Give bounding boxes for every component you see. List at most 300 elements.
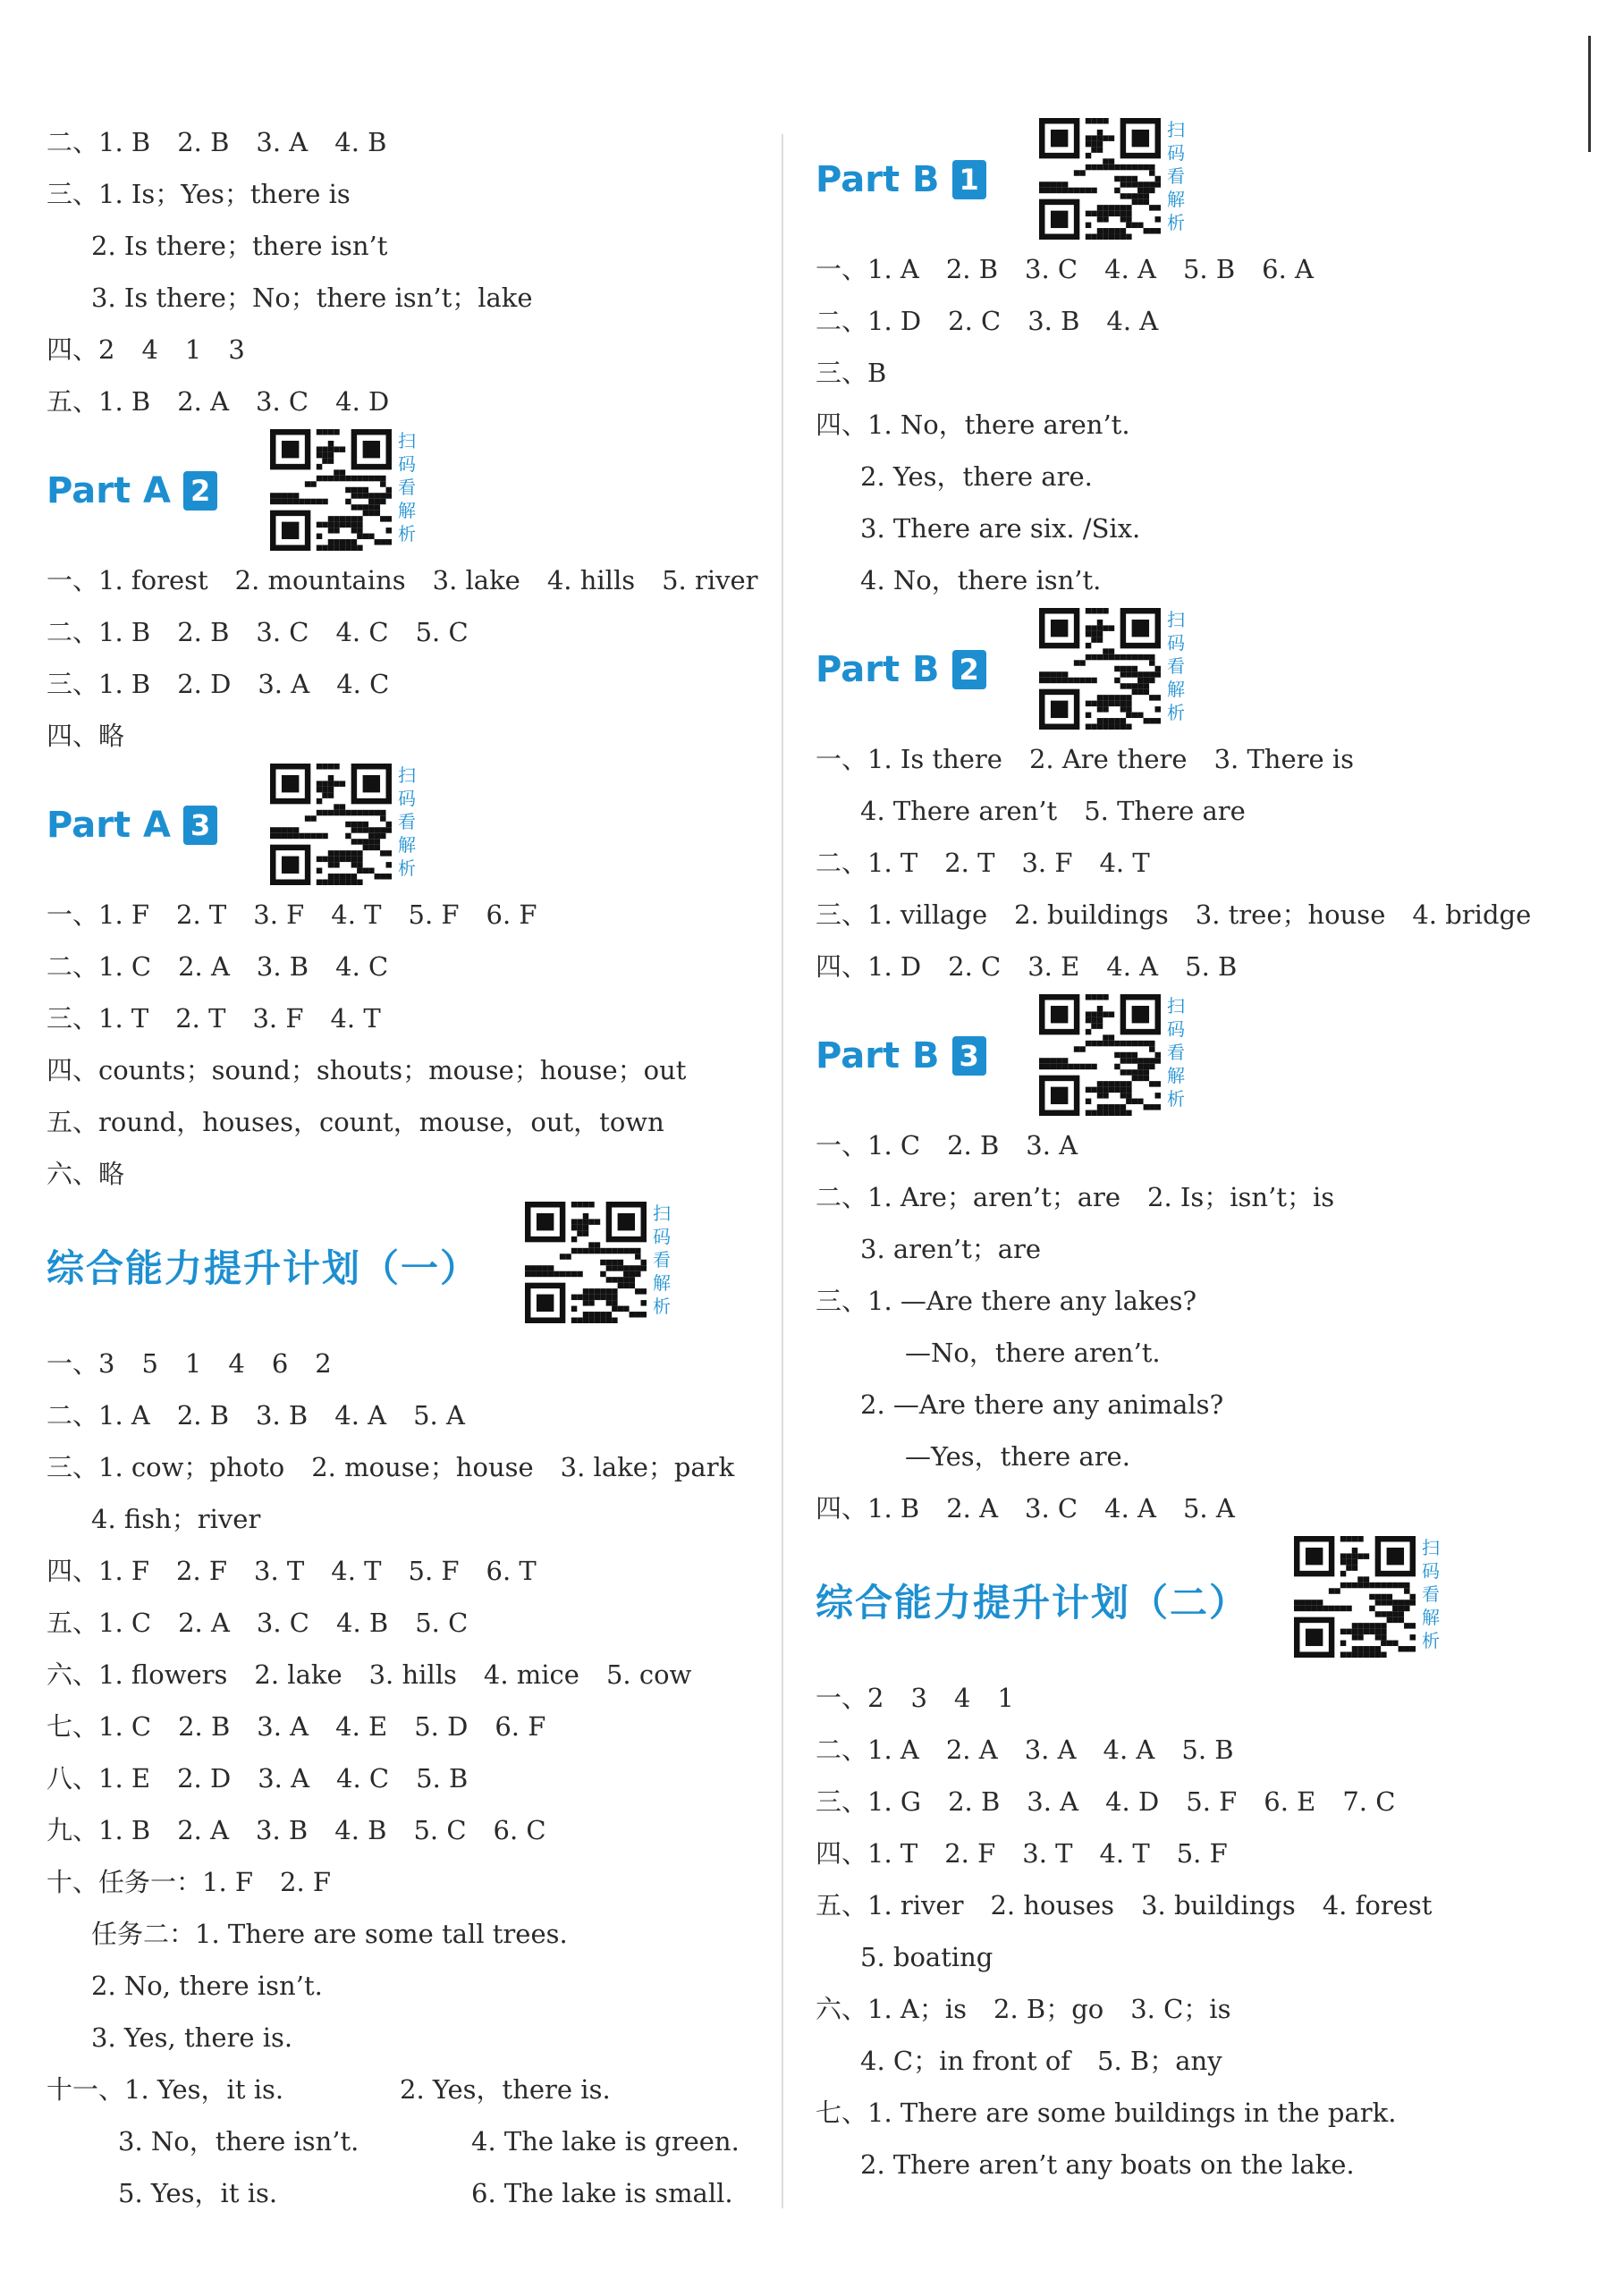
answer-item: 2. T xyxy=(175,1003,226,1034)
answer-line xyxy=(47,1338,753,1389)
left-column xyxy=(47,116,758,2219)
qr-caption-char: 扫 xyxy=(1167,119,1185,140)
answer-line xyxy=(47,116,753,168)
answer-item: 3. C xyxy=(1025,254,1078,284)
section-header xyxy=(816,1534,1558,1672)
answer-line xyxy=(47,1908,753,1960)
answer-line xyxy=(47,168,753,220)
answer-item: 4 xyxy=(141,334,158,365)
answer-line xyxy=(816,1983,1558,2035)
qr-code-icon[interactable] xyxy=(525,1202,647,1323)
qr-caption-char: 看 xyxy=(398,811,416,832)
qr-caption-char: 看 xyxy=(653,1249,671,1270)
answer-line xyxy=(47,1096,753,1148)
answer-item: 3. tree；house xyxy=(1195,899,1386,930)
answer-item: 4. C xyxy=(335,617,389,647)
answer-item: 4. E xyxy=(335,1711,388,1742)
answer-item: 4. C；in front of xyxy=(860,2046,1071,2076)
answer-line xyxy=(47,710,753,762)
answer-line xyxy=(816,554,1558,606)
answer-line xyxy=(816,1379,1558,1431)
answer-item: 3. T xyxy=(254,1556,305,1586)
qr-code-icon[interactable] xyxy=(270,429,392,551)
answer-item: 2. B；go xyxy=(993,1994,1104,2024)
answer-item: 5. river xyxy=(662,565,758,595)
answer-item: 6. F xyxy=(495,1711,546,1742)
section-title xyxy=(47,803,217,848)
answer-item: 三、B xyxy=(816,358,887,388)
qr-caption-char: 解 xyxy=(653,1272,671,1294)
answer-line xyxy=(816,295,1558,347)
answer-item: 5. F xyxy=(1176,1838,1228,1869)
answer-line xyxy=(816,733,1558,785)
answer-item: 6 xyxy=(271,1348,289,1379)
answer-item: 2. B xyxy=(177,127,230,157)
qr-caption-char: 看 xyxy=(1167,165,1185,187)
answer-item: 4. A xyxy=(1104,1493,1156,1524)
section-title-text: Part A xyxy=(47,805,171,846)
answer-item: 2. Yes，there are. xyxy=(860,461,1093,492)
answer-line xyxy=(816,399,1558,451)
answer-item: 4. T xyxy=(331,899,382,930)
answer-item: 一、3 xyxy=(47,1348,115,1379)
answer-item: 4. bridge xyxy=(1412,899,1532,930)
answer-item: 2. C xyxy=(948,951,1002,982)
answer-item: 四、1. D xyxy=(816,951,922,982)
answer-item: 2. —Are there any animals? xyxy=(860,1389,1224,1420)
qr-caption-char: 析 xyxy=(1167,702,1185,723)
answer-item: 1 xyxy=(184,334,202,365)
answer-line xyxy=(47,376,753,427)
answer-line xyxy=(816,1275,1558,1327)
answer-item: 六、1. flowers xyxy=(47,1659,228,1690)
answer-item: 五、1. B xyxy=(47,386,151,417)
answer-line xyxy=(816,243,1558,295)
answer-line xyxy=(47,1044,753,1096)
answer-item: 3. aren’t；are xyxy=(860,1234,1042,1264)
answer-line xyxy=(47,1752,753,1804)
answer-line xyxy=(816,451,1558,502)
answer-item: 2. T xyxy=(944,848,995,878)
answer-item: 十一、1. Yes，it is. xyxy=(47,2074,284,2105)
answer-item: 5. B xyxy=(1181,1735,1234,1765)
answer-item: 2. F xyxy=(944,1838,996,1869)
answer-item: 一、1. A xyxy=(816,254,919,284)
answer-item: 1 xyxy=(997,1683,1014,1713)
answer-item: —No，there aren’t. xyxy=(905,1338,1161,1368)
section-title xyxy=(816,647,986,692)
answer-line xyxy=(47,1389,753,1441)
answer-item: 2. A xyxy=(945,1735,998,1765)
answer-item: 3. B xyxy=(256,1815,309,1845)
answer-item: 4. T xyxy=(331,1556,382,1586)
section-header xyxy=(47,427,753,554)
answer-item: 5 xyxy=(141,1348,158,1379)
answer-item: 3. B xyxy=(256,951,309,982)
answer-item: 3. There is xyxy=(1213,744,1355,774)
section-title-text: 综合能力提升计划（二） xyxy=(816,1581,1249,1625)
section-header xyxy=(816,992,1558,1119)
answer-item: 4. A xyxy=(1106,951,1159,982)
answer-item: 4. T xyxy=(1099,848,1150,878)
qr-caption-char: 析 xyxy=(398,857,416,879)
answer-item: 1 xyxy=(184,1348,202,1379)
answer-item: 4. C xyxy=(336,669,390,699)
answer-item: 六、1. A；is xyxy=(816,1994,967,2024)
answer-item: 2. B xyxy=(948,1786,1001,1817)
answer-item: 一、1. F xyxy=(47,899,150,930)
answer-item: 4. A xyxy=(1103,1735,1155,1765)
answer-item: 5. B；any xyxy=(1097,2046,1222,2076)
answer-item: 3. A xyxy=(1024,1735,1077,1765)
answer-item: 五、round，houses，count，mouse，out，town xyxy=(47,1107,664,1137)
right-column xyxy=(816,116,1558,2190)
qr-caption xyxy=(395,764,419,880)
answer-item: 4. forest xyxy=(1322,1890,1433,1920)
answer-item: 2. A xyxy=(178,951,230,982)
section-header xyxy=(816,606,1558,733)
answer-item: 4. hills xyxy=(546,565,636,595)
answer-line xyxy=(816,1879,1558,1931)
answer-item: 6. T xyxy=(486,1556,537,1586)
answer-item: 2. lake xyxy=(254,1659,342,1690)
answer-line xyxy=(47,1804,753,1856)
answer-line xyxy=(47,2012,753,2064)
answer-item: 5. A xyxy=(413,1400,465,1431)
answer-line xyxy=(816,837,1558,889)
qr-caption-char: 解 xyxy=(1167,189,1185,210)
answer-item: 2. B xyxy=(176,1400,230,1431)
answer-item: 四、1. No，there aren’t. xyxy=(816,409,1130,440)
answer-line xyxy=(47,554,758,606)
answer-item: 6. F xyxy=(486,899,537,930)
qr-caption-char: 扫 xyxy=(398,764,416,786)
answer-item: 2. B xyxy=(947,1130,1000,1161)
answer-line xyxy=(47,992,753,1044)
answer-item: —Yes，there are. xyxy=(905,1441,1130,1472)
qr-code-icon[interactable] xyxy=(1294,1536,1416,1658)
answer-item: 6. A xyxy=(1262,254,1315,284)
answer-line xyxy=(47,1701,753,1752)
answer-line xyxy=(47,1960,753,2012)
answer-line xyxy=(816,1431,1558,1482)
answer-item: 二、1. Are；aren’t；are xyxy=(816,1182,1121,1212)
page-edge-mark xyxy=(1588,36,1591,152)
answer-item: 2. D xyxy=(177,1763,232,1794)
answer-item: 四、counts；sound；shouts；mouse；house；out xyxy=(47,1055,687,1085)
answer-item: 2. Are there xyxy=(1028,744,1188,774)
answer-item: 七、1. C xyxy=(47,1711,152,1742)
qr-caption-char: 码 xyxy=(653,1226,671,1247)
answer-line xyxy=(816,1171,1558,1223)
qr-caption xyxy=(650,1202,673,1318)
answer-item: 3. lake；park xyxy=(560,1452,735,1482)
section-title xyxy=(816,1034,986,1078)
answer-item: 5. F xyxy=(1186,1786,1238,1817)
answer-item: 二、1. C xyxy=(47,951,152,982)
answer-item: 2. B xyxy=(945,254,999,284)
section-title xyxy=(816,1581,1248,1625)
answer-item: 5. boating xyxy=(860,1942,993,1972)
qr-code-icon[interactable] xyxy=(1039,118,1161,240)
answer-item: 4. C xyxy=(335,951,389,982)
answer-line xyxy=(816,347,1558,399)
answer-item: 五、1. C xyxy=(47,1608,152,1638)
answer-item: 4. fish；river xyxy=(91,1504,261,1534)
answer-item: 5. There are xyxy=(1084,796,1246,826)
answer-item: 一、1. C xyxy=(816,1130,921,1161)
answer-item: 3. A xyxy=(258,1763,310,1794)
answer-item: 4. T xyxy=(330,1003,381,1034)
answer-item: 3. There are six. /Six. xyxy=(860,513,1141,544)
answer-item: 九、1. B xyxy=(47,1815,151,1845)
qr-caption xyxy=(395,429,419,545)
answer-item: 三、1. B xyxy=(47,669,151,699)
answer-item: 2. mountains xyxy=(234,565,406,595)
answer-item: 一、2 xyxy=(816,1683,884,1713)
column-divider xyxy=(782,134,783,2208)
answer-item: 二、1. A xyxy=(47,1400,150,1431)
answer-item: 2. B xyxy=(178,1711,231,1742)
qr-caption-char: 解 xyxy=(398,500,416,521)
answer-item: 3. A xyxy=(1026,1130,1078,1161)
answer-line xyxy=(47,220,753,272)
answer-item: 4. B xyxy=(334,1815,387,1845)
answer-item: 四、1. T xyxy=(816,1838,918,1869)
answer-item: 七、1. There are some buildings in the park. xyxy=(816,2098,1397,2128)
qr-caption xyxy=(1164,118,1188,234)
answer-line xyxy=(816,1327,1558,1379)
qr-caption-char: 扫 xyxy=(398,430,416,452)
answer-item: 3. E xyxy=(1027,951,1080,982)
answer-item: 7. C xyxy=(1342,1786,1396,1817)
section-title-text: 综合能力提升计划（一） xyxy=(47,1246,480,1290)
qr-code-icon[interactable] xyxy=(1039,994,1161,1116)
answer-item: 2. A xyxy=(946,1493,999,1524)
answer-item: 2. A xyxy=(178,1608,230,1638)
answer-item: 二、1. D xyxy=(816,306,922,336)
answer-item: 6. The lake is small. xyxy=(471,2178,733,2208)
answer-line xyxy=(47,889,753,941)
answer-item: 3. C xyxy=(256,1608,309,1638)
qr-caption-char: 析 xyxy=(653,1296,671,1317)
answer-item: 3. A xyxy=(1027,1786,1079,1817)
answer-item: 三、1. cow；photo xyxy=(47,1452,285,1482)
answer-line xyxy=(47,1856,753,1908)
answer-line xyxy=(47,1649,753,1701)
qr-caption-char: 看 xyxy=(1167,1042,1185,1063)
answer-line xyxy=(47,324,753,376)
qr-caption-char: 扫 xyxy=(1167,609,1185,630)
answer-item: 3. lake xyxy=(432,565,520,595)
answer-item: 2. C xyxy=(948,306,1002,336)
answer-item: 四、2 xyxy=(47,334,115,365)
section-title-text: Part B xyxy=(816,649,940,690)
answer-line xyxy=(47,1441,753,1493)
answer-item: 4. A xyxy=(1104,254,1156,284)
answer-line xyxy=(816,1931,1558,1983)
qr-caption-char: 解 xyxy=(1422,1607,1440,1628)
qr-caption-char: 码 xyxy=(1167,632,1185,654)
section-title xyxy=(47,1246,479,1291)
answer-item: 3. B xyxy=(256,1400,309,1431)
section-header xyxy=(816,116,1558,243)
qr-caption-char: 看 xyxy=(1167,655,1185,677)
answer-line xyxy=(816,2087,1558,2139)
answer-item: 3. F xyxy=(252,1003,304,1034)
answer-line xyxy=(47,1148,753,1200)
answer-item: 3. A xyxy=(258,669,310,699)
section-title xyxy=(47,468,217,513)
answer-item: 4. D xyxy=(1105,1786,1160,1817)
answer-item: 任务二：1. There are some tall trees. xyxy=(91,1919,568,1949)
qr-caption-char: 看 xyxy=(1422,1583,1440,1605)
answer-item: 一、1. forest xyxy=(47,565,208,595)
answer-line xyxy=(816,1724,1558,1776)
answer-item: 3. C xyxy=(1025,1493,1078,1524)
qr-caption xyxy=(1164,994,1188,1110)
answer-item: 5. C xyxy=(415,1608,469,1638)
qr-caption-char: 看 xyxy=(398,477,416,498)
answer-line xyxy=(816,941,1558,992)
section-number-badge: 1 xyxy=(952,160,986,199)
answer-item: 5. B xyxy=(1185,951,1238,982)
answer-line xyxy=(47,272,753,324)
answer-item: 六、略 xyxy=(47,1159,125,1189)
answer-line xyxy=(816,1776,1558,1828)
answer-item: 3. T xyxy=(1022,1838,1073,1869)
answer-line xyxy=(47,606,753,658)
qr-code-icon[interactable] xyxy=(1039,608,1161,730)
answer-item: 6. E xyxy=(1264,1786,1316,1817)
answer-line xyxy=(47,2064,753,2115)
section-header xyxy=(47,1200,753,1338)
answer-item: 四、略 xyxy=(47,721,125,751)
answer-item: 三、1. T xyxy=(47,1003,149,1034)
answer-item: 2. Is there；there isn’t xyxy=(91,231,388,261)
answer-item: 2 xyxy=(315,1348,332,1379)
answer-item: 4. D xyxy=(335,386,390,417)
answer-item: 2. buildings xyxy=(1014,899,1169,930)
qr-caption-char: 析 xyxy=(1422,1630,1440,1651)
answer-item: 二、1. B xyxy=(47,617,151,647)
answer-item: 二、1. A xyxy=(816,1735,919,1765)
qr-caption-char: 析 xyxy=(398,523,416,544)
qr-caption xyxy=(1164,608,1188,724)
answer-item: 5. C xyxy=(413,1815,467,1845)
answer-item: 2. houses xyxy=(990,1890,1115,1920)
answer-item: 4. T xyxy=(1099,1838,1150,1869)
answer-item: 3. A xyxy=(257,1711,309,1742)
qr-caption-char: 码 xyxy=(398,453,416,475)
answer-line xyxy=(47,658,753,710)
answer-item: 5. Yes，it is. xyxy=(118,2178,278,2208)
answer-item: 5. B xyxy=(1182,254,1236,284)
answer-line xyxy=(816,1672,1558,1724)
answer-item: 4. A xyxy=(1106,306,1159,336)
answer-item: 4 xyxy=(228,1348,245,1379)
answer-item: 5. D xyxy=(414,1711,469,1742)
qr-caption-char: 码 xyxy=(398,788,416,809)
answer-item: 2. No, there isn’t. xyxy=(91,1971,323,2001)
answer-item: 2. There aren’t any boats on the lake. xyxy=(860,2149,1355,2180)
qr-caption-char: 码 xyxy=(1422,1560,1440,1582)
answer-line xyxy=(816,2139,1558,2190)
answer-item: 3. F xyxy=(253,899,305,930)
answer-item: 4. B xyxy=(336,1608,389,1638)
answer-item: 三、1. —Are there any lakes? xyxy=(816,1286,1197,1316)
answer-line xyxy=(47,941,753,992)
answer-line xyxy=(47,1493,753,1545)
section-number-badge: 2 xyxy=(183,471,217,511)
section-title-text: Part B xyxy=(816,159,940,200)
answer-line xyxy=(816,2035,1558,2087)
section-title xyxy=(816,157,986,202)
qr-caption-char: 码 xyxy=(1167,142,1185,164)
answer-item: 4. There aren’t xyxy=(860,796,1058,826)
answer-item: 3. C xyxy=(256,617,309,647)
answer-item: 3 xyxy=(228,334,245,365)
qr-caption-char: 扫 xyxy=(653,1203,671,1224)
section-number-badge: 2 xyxy=(952,650,986,689)
section-number-badge: 3 xyxy=(183,806,217,845)
answer-item: 5. C xyxy=(415,617,469,647)
answer-item: 2. B xyxy=(177,617,230,647)
answer-item: 2. F xyxy=(176,1556,228,1586)
answer-item: 4. C xyxy=(336,1763,390,1794)
section-header xyxy=(47,762,753,889)
qr-caption-char: 析 xyxy=(1167,212,1185,233)
answer-item: 3. buildings xyxy=(1141,1890,1296,1920)
answer-item: 三、1. village xyxy=(816,899,988,930)
answer-item: 5. cow xyxy=(605,1659,692,1690)
answer-line xyxy=(816,1119,1558,1171)
answer-item: 十、任务一：1. F xyxy=(47,1867,254,1897)
answer-item: 5. F xyxy=(408,1556,460,1586)
answer-item: 3. Is there；No；there isn’t；lake xyxy=(91,283,533,313)
answer-item: 3 xyxy=(910,1683,927,1713)
answer-item: 4. No，there isn’t. xyxy=(860,565,1102,595)
answer-item: 2. Yes，there is. xyxy=(400,2074,611,2105)
answer-item: 五、1. river xyxy=(816,1890,964,1920)
answer-item: 2. D xyxy=(177,669,232,699)
qr-caption-char: 解 xyxy=(398,834,416,856)
section-title-text: Part A xyxy=(47,470,171,511)
answer-item: 2. Is；isn’t；is xyxy=(1147,1182,1335,1212)
answer-item: 八、1. E xyxy=(47,1763,151,1794)
answer-item: 2. A xyxy=(177,386,230,417)
answer-item: 四、1. B xyxy=(816,1493,920,1524)
answer-line xyxy=(47,2115,753,2167)
qr-code-icon[interactable] xyxy=(270,764,392,885)
answer-line xyxy=(47,1597,753,1649)
answer-item: 2. T xyxy=(176,899,227,930)
answer-line xyxy=(816,1828,1558,1879)
qr-caption-char: 析 xyxy=(1167,1088,1185,1110)
answer-line xyxy=(816,785,1558,837)
answer-line xyxy=(47,2167,753,2219)
answer-item: 四、1. F xyxy=(47,1556,150,1586)
answer-item: 4. mice xyxy=(483,1659,579,1690)
answer-item: 5. B xyxy=(416,1763,469,1794)
section-number-badge: 3 xyxy=(952,1036,986,1076)
answer-line xyxy=(816,1223,1558,1275)
answer-item: 三、1. Is；Yes；there is xyxy=(47,179,351,209)
answer-line xyxy=(47,1545,753,1597)
answer-item: 3. C xyxy=(256,386,309,417)
answer-item: 3. hills xyxy=(368,1659,457,1690)
answer-item: 二、1. T xyxy=(816,848,918,878)
